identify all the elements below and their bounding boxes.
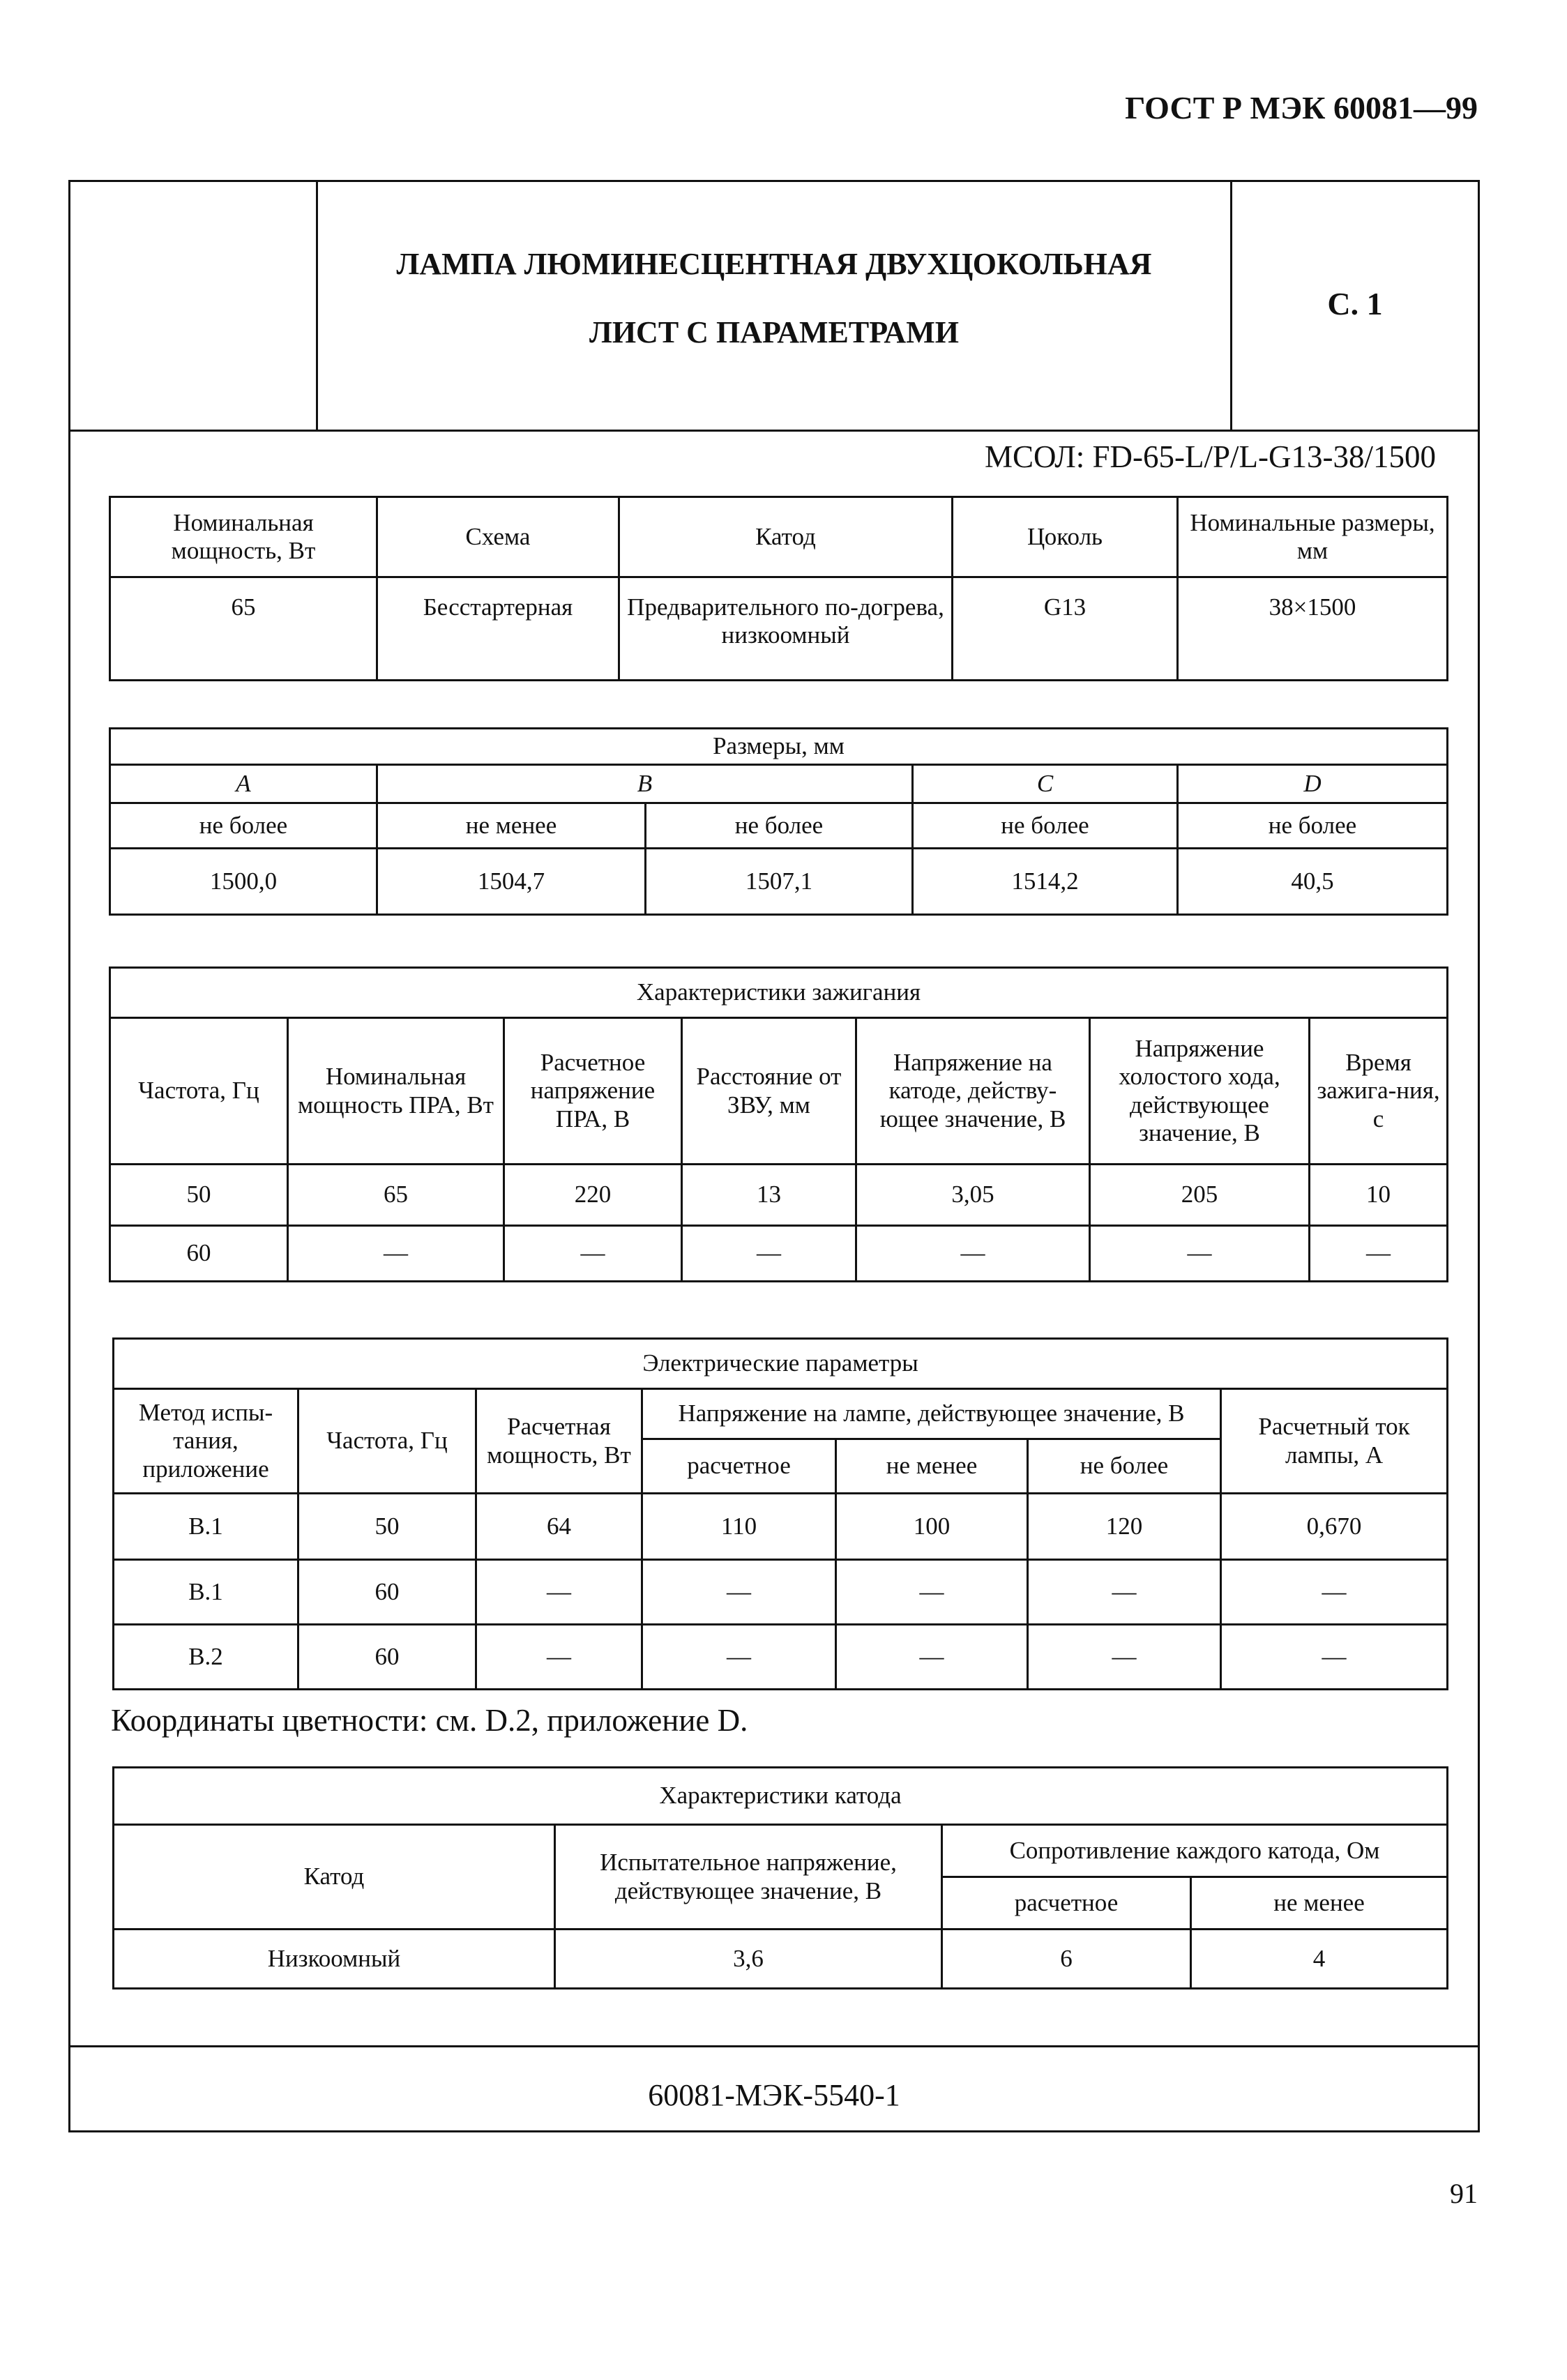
electrical-table: [112, 1337, 1448, 1690]
title-block: [70, 182, 1478, 432]
cathode-cell: 4: [1191, 1930, 1448, 1989]
cathode-cell: Низкоомный: [114, 1930, 555, 1989]
dimension-letter-b: B: [377, 765, 913, 803]
table-row: [110, 1165, 1448, 1226]
ignition-header: Частота, Гц: [110, 1018, 288, 1165]
cell-power: 65: [110, 577, 377, 681]
dimension-value: 40,5: [1178, 849, 1448, 915]
electrical-cell: 60: [298, 1625, 476, 1690]
dimension-letter-c: C: [913, 765, 1178, 803]
electrical-cell: —: [1028, 1560, 1221, 1625]
sheet-title: ЛАМПА ЛЮМИНЕСЦЕНТНАЯ ДВУХЦОКОЛЬНАЯ: [396, 247, 1152, 281]
table-row: [114, 1494, 1448, 1560]
cathode-cell: 6: [942, 1930, 1191, 1989]
dimension-value: 1507,1: [646, 849, 913, 915]
cathode-cell: 3,6: [555, 1930, 942, 1989]
header-power: Расчетная мощность, Вт: [476, 1389, 642, 1494]
parameter-sheet-frame: [68, 180, 1480, 2132]
electrical-cell: В.1: [114, 1560, 298, 1625]
ignition-cell: 220: [504, 1165, 682, 1226]
cell-base: G13: [953, 577, 1178, 681]
header-scheme: Схема: [377, 497, 619, 577]
title-block-right-cell: [1232, 182, 1478, 430]
header-voltage-rated: расчетное: [642, 1439, 836, 1494]
page-number: 91: [1450, 2178, 1478, 2209]
ignition-cell: 10: [1310, 1165, 1448, 1226]
electrical-cell: 50: [298, 1494, 476, 1560]
ignition-header: Напряжение холостого хода, действующее значение, В: [1090, 1018, 1310, 1165]
electrical-cell: В.1: [114, 1494, 298, 1560]
electrical-cell: —: [1221, 1560, 1448, 1625]
standard-number: ГОСТ Р МЭК 60081—99: [1125, 90, 1478, 126]
header-voltage-min: не менее: [836, 1439, 1028, 1494]
footer-divider: [70, 2045, 1478, 2047]
ignition-cell: 65: [288, 1165, 504, 1226]
electrical-cell: —: [836, 1560, 1028, 1625]
header-resistance-min: не менее: [1191, 1877, 1448, 1930]
table-row: [114, 1930, 1448, 1989]
header-current: Расчетный ток лампы, А: [1221, 1389, 1448, 1494]
header-method: Метод испы-тания, приложение: [114, 1389, 298, 1494]
electrical-cell: 100: [836, 1494, 1028, 1560]
ignition-header: Время зажига-ния, с: [1310, 1018, 1448, 1165]
sheet-number: С. 1: [1327, 286, 1383, 321]
cell-cathode: Предварительного по-догрева, низкоомный: [619, 577, 953, 681]
electrical-cell: 120: [1028, 1494, 1221, 1560]
table-row: [114, 1625, 1448, 1690]
ignition-header: Расчетное напряжение ПРА, В: [504, 1018, 682, 1165]
limit-cell: не менее: [377, 803, 646, 849]
limit-cell: не более: [646, 803, 913, 849]
electrical-cell: —: [642, 1560, 836, 1625]
dimension-value: 1514,2: [913, 849, 1178, 915]
limit-cell: не более: [1178, 803, 1448, 849]
title-block-center-cell: [318, 182, 1232, 430]
ignition-cell: —: [1310, 1226, 1448, 1282]
header-dimensions: Номинальные размеры, мм: [1178, 497, 1448, 577]
electrical-cell: —: [1028, 1625, 1221, 1690]
ignition-cell: 50: [110, 1165, 288, 1226]
ignition-title: Характеристики зажигания: [110, 968, 1448, 1018]
electrical-cell: 64: [476, 1494, 642, 1560]
dimension-letter-a: A: [110, 765, 377, 803]
cell-scheme: Бесстартерная: [377, 577, 619, 681]
sheet-subtitle: ЛИСТ С ПАРАМЕТРАМИ: [589, 315, 959, 349]
ignition-cell: —: [682, 1226, 856, 1282]
header-voltage-max: не более: [1028, 1439, 1221, 1494]
electrical-cell: —: [1221, 1625, 1448, 1690]
cathode-title: Характеристики катода: [114, 1768, 1448, 1825]
limit-cell: не более: [913, 803, 1178, 849]
header-resistance-group: Сопротивление каждого катода, Ом: [942, 1825, 1448, 1877]
dimension-letter-d: D: [1178, 765, 1448, 803]
ignition-header: Номинальная мощность ПРА, Вт: [288, 1018, 504, 1165]
chromaticity-note: Координаты цветности: см. D.2, приложение D.: [111, 1703, 748, 1738]
table-row: [114, 1560, 1448, 1625]
ignition-cell: 3,05: [856, 1165, 1090, 1226]
ignition-cell: 13: [682, 1165, 856, 1226]
ignition-cell: —: [288, 1226, 504, 1282]
cathode-table: [112, 1766, 1448, 1989]
ignition-cell: 60: [110, 1226, 288, 1282]
electrical-cell: —: [642, 1625, 836, 1690]
electrical-cell: —: [476, 1560, 642, 1625]
table-row: [110, 1226, 1448, 1282]
header-base: Цоколь: [953, 497, 1178, 577]
header-cathode: Катод: [619, 497, 953, 577]
ignition-cell: 205: [1090, 1165, 1310, 1226]
dimensions-table: [109, 727, 1448, 916]
ignition-table: [109, 967, 1448, 1282]
header-power: Номинальная мощность, Вт: [110, 497, 377, 577]
title-block-left-cell: [70, 182, 318, 430]
limit-cell: не более: [110, 803, 377, 849]
lamp-designation: МСОЛ: FD-65-L/P/L-G13-38/1500: [984, 439, 1436, 474]
dimensions-title: Размеры, мм: [110, 729, 1448, 765]
header-resistance-rated: расчетное: [942, 1877, 1191, 1930]
electrical-cell: В.2: [114, 1625, 298, 1690]
sheet-code: 60081-МЭК-5540-1: [648, 2078, 900, 2112]
header-voltage-group: Напряжение на лампе, действующее значение, В: [642, 1389, 1221, 1439]
cell-dimensions: 38×1500: [1178, 577, 1448, 681]
electrical-cell: —: [476, 1625, 642, 1690]
electrical-cell: —: [836, 1625, 1028, 1690]
header-frequency: Частота, Гц: [298, 1389, 476, 1494]
ignition-cell: —: [1090, 1226, 1310, 1282]
header-cathode: Катод: [114, 1825, 555, 1930]
ignition-header: Напряжение на катоде, действу-ющее значение, В: [856, 1018, 1090, 1165]
dimension-value: 1500,0: [110, 849, 377, 915]
general-table: [109, 496, 1448, 681]
ignition-cell: —: [504, 1226, 682, 1282]
header-test-voltage: Испытательное напряжение, действующее значение, В: [555, 1825, 942, 1930]
electrical-title: Электрические параметры: [114, 1339, 1448, 1389]
electrical-cell: 0,670: [1221, 1494, 1448, 1560]
dimension-value: 1504,7: [377, 849, 646, 915]
ignition-cell: —: [856, 1226, 1090, 1282]
ignition-header: Расстояние от ЗВУ, мм: [682, 1018, 856, 1165]
electrical-cell: 110: [642, 1494, 836, 1560]
electrical-cell: 60: [298, 1560, 476, 1625]
